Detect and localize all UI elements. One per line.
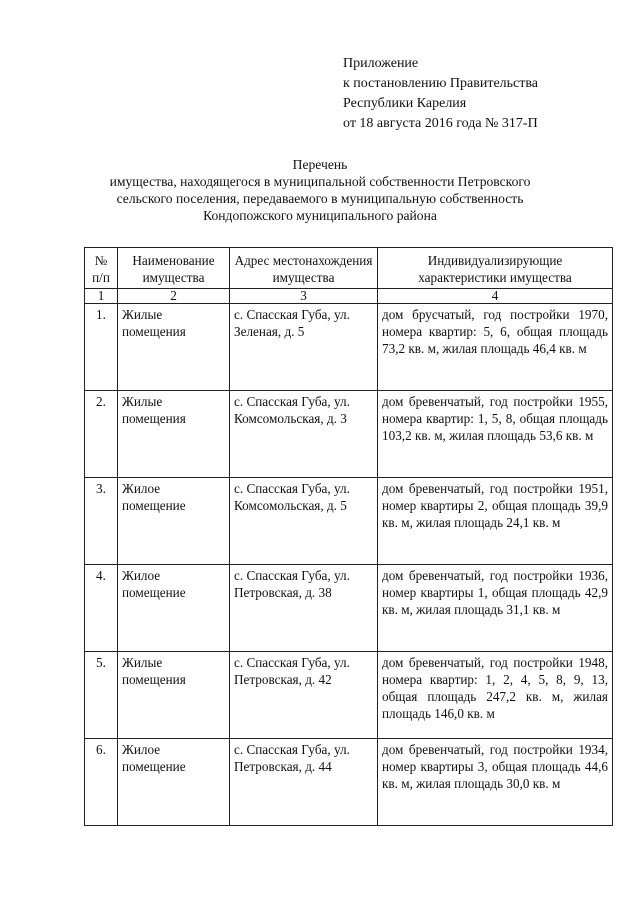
- row-number: 5.: [85, 652, 118, 739]
- header-details: Индивидуализирующие характеристики имущества: [378, 248, 613, 289]
- appendix-line: Республики Карелия: [343, 96, 467, 111]
- row-name: Жилое помещение: [118, 739, 230, 826]
- header-address: Адрес местонахождения имущества: [230, 248, 378, 289]
- row-details: дом бревенчатый, год постройки 1951, номер квартиры 2, общая площадь 39,9 кв. м, жилая площадь 24,1 кв. м: [378, 478, 613, 565]
- row-address: с. Спасская Губа, ул. Петровская, д. 38: [230, 565, 378, 652]
- document-subtitle-line: сельского поселения, передаваемого в муниципальную собственность: [116, 191, 524, 206]
- row-number: 1.: [85, 304, 118, 391]
- table-row: [85, 739, 613, 826]
- row-number: 2.: [85, 391, 118, 478]
- header-name: Наименование имущества: [118, 248, 230, 289]
- row-details: дом бревенчатый, год постройки 1936, номер квартиры 1, общая площадь 42,9 кв. м, жилая площадь 31,1 кв. м: [378, 565, 613, 652]
- table-row: [85, 304, 613, 391]
- row-number: 3.: [85, 478, 118, 565]
- row-name: Жилые помещения: [118, 652, 230, 739]
- document-subtitle-line: Кондопожского муниципального района: [203, 208, 437, 223]
- appendix-line: Приложение: [343, 56, 419, 71]
- row-address: с. Спасская Губа, ул. Петровская, д. 44: [230, 739, 378, 826]
- row-address: с. Спасская Губа, ул. Комсомольская, д. 5: [230, 478, 378, 565]
- column-number: 2: [118, 289, 230, 304]
- row-details: дом бревенчатый, год постройки 1948, номера квартир: 1, 2, 4, 5, 8, 9, 13, общая площадь 247,2 кв. м, жилая площадь 146,0 кв. м: [378, 652, 613, 739]
- appendix-block: [343, 54, 538, 134]
- document-subtitle-line: имущества, находящегося в муниципальной собственности Петровского: [109, 174, 531, 189]
- row-number: 6.: [85, 739, 118, 826]
- row-name: Жилые помещения: [118, 391, 230, 478]
- row-details: дом бревенчатый, год постройки 1934, номер квартиры 3, общая площадь 44,6 кв. м, жилая площадь 30,0 кв. м: [378, 739, 613, 826]
- document-title: Перечень: [292, 157, 348, 172]
- property-table: [84, 247, 613, 826]
- column-number: 1: [85, 289, 118, 304]
- row-name: Жилые помещения: [118, 304, 230, 391]
- appendix-line: от 18 августа 2016 года № 317-П: [343, 116, 538, 131]
- table-row: [85, 391, 613, 478]
- row-details: дом брусчатый, год постройки 1970, номера квартир: 5, 6, общая площадь 73,2 кв. м, жилая площадь 46,4 кв. м: [378, 304, 613, 391]
- row-address: с. Спасская Губа, ул. Комсомольская, д. 3: [230, 391, 378, 478]
- table-header-row: [85, 248, 613, 289]
- row-address: с. Спасская Губа, ул. Петровская, д. 42: [230, 652, 378, 739]
- header-number: № п/п: [85, 248, 118, 289]
- table-row: [85, 652, 613, 739]
- column-number: 4: [378, 289, 613, 304]
- table-row: [85, 478, 613, 565]
- table-row: [85, 565, 613, 652]
- appendix-line: к постановлению Правительства: [343, 76, 539, 91]
- row-number: 4.: [85, 565, 118, 652]
- row-name: Жилое помещение: [118, 478, 230, 565]
- row-name: Жилое помещение: [118, 565, 230, 652]
- row-address: с. Спасская Губа, ул. Зеленая, д. 5: [230, 304, 378, 391]
- column-number-row: [85, 289, 613, 304]
- document-heading: [0, 156, 640, 224]
- column-number: 3: [230, 289, 378, 304]
- row-details: дом бревенчатый, год постройки 1955, номера квартир: 1, 5, 8, общая площадь 103,2 кв. м, жилая площадь 53,6 кв. м: [378, 391, 613, 478]
